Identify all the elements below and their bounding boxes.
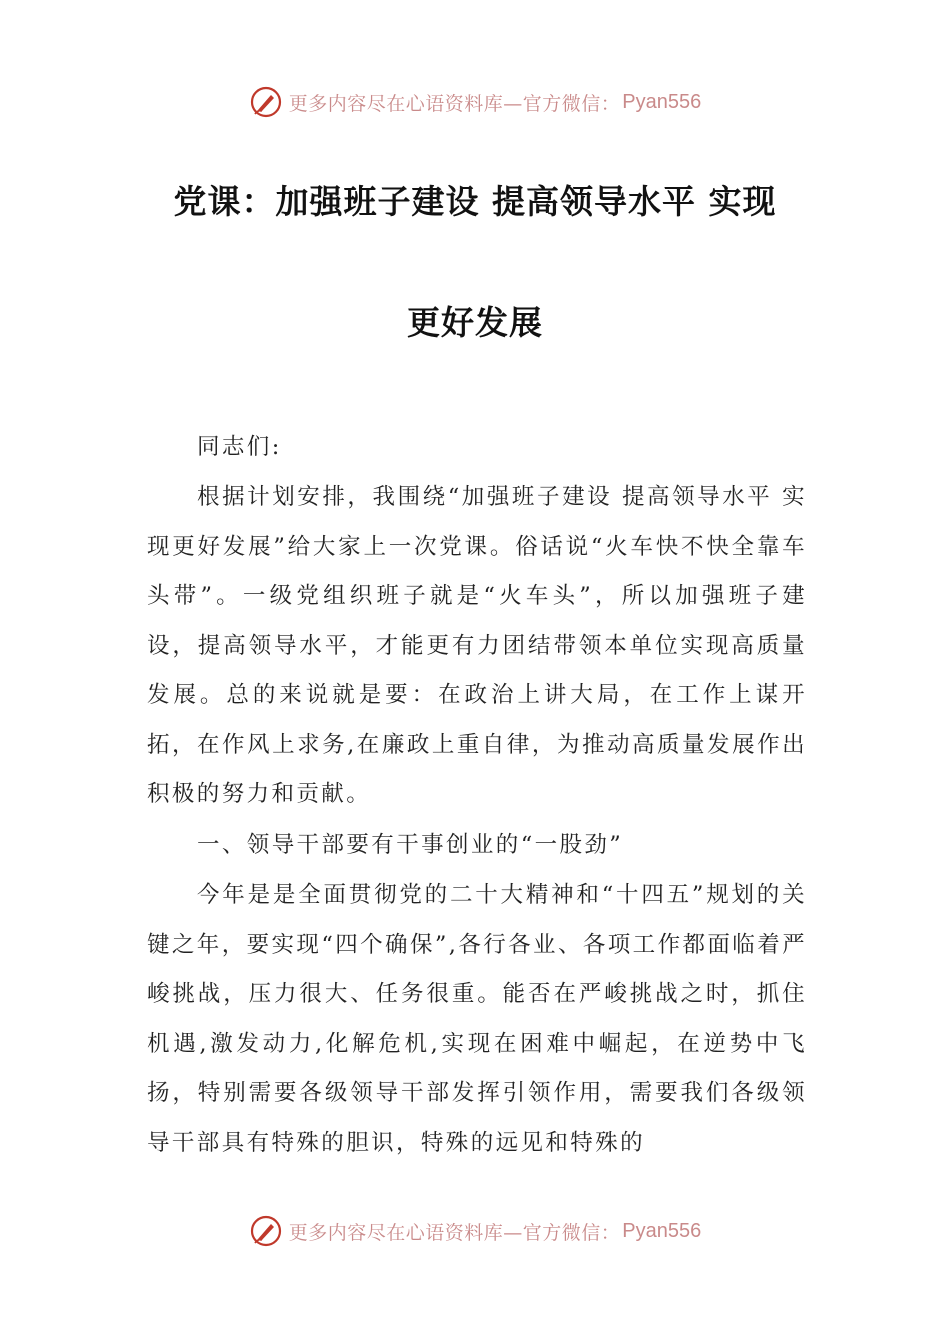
header-banner-text: 更多内容尽在心语资料库—官方微信： [288,92,621,115]
paragraph-2 [147,871,807,1168]
paragraph-1 [147,473,807,820]
section-1-heading: 一、领导干部要有干事创业的“一股劲” [197,832,624,858]
footer-banner-text: 更多内容尽在心语资料库—官方微信： [288,1221,621,1244]
footer-watermark-banner [0,1211,950,1251]
pen-logo-icon [249,85,283,119]
header-banner-id: Pyan556 [622,90,702,113]
document-title-line2: 更好发展 [407,303,543,342]
paragraph-1-text: 根据计划安排，我围绕“加强班子建设 提高领导水平 实现更好发展”给大家上一次党课。俗话说“火车快不快全靠车头带”。一级党组织班子就是“火车头”，所以加强班子建设，提高领导水平，才能更有力团结带领本单位实现高质量发展。总的来说就是要：在政治上讲大局，在工作上谋开拓，在作风上求务,在廉政上重自律，为推动高质量发展作出积极的努力和贡献。 [147,484,807,807]
footer-banner-id: Pyan556 [622,1219,702,1242]
paragraph-2-text: 今年是是全面贯彻党的二十大精神和“十四五”规划的关键之年，要实现“四个确保”,各行各业、各项工作都面临着严峻挑战，压力很大、任务很重。能否在严峻挑战之时，抓住机遇,激发动力,化解危机,实现在困难中崛起，在逆势中飞扬，特别需要各级领导干部发挥引领作用，需要我们各级领导干部具有特殊的胆识，特殊的远见和特殊的 [147,882,807,1156]
document-title-line1: 党课：加强班子建设 提高领导水平 实现 [173,182,777,221]
salutation: 同志们: [197,434,282,460]
header-watermark-banner [0,82,950,122]
pen-logo-icon [249,1214,283,1248]
